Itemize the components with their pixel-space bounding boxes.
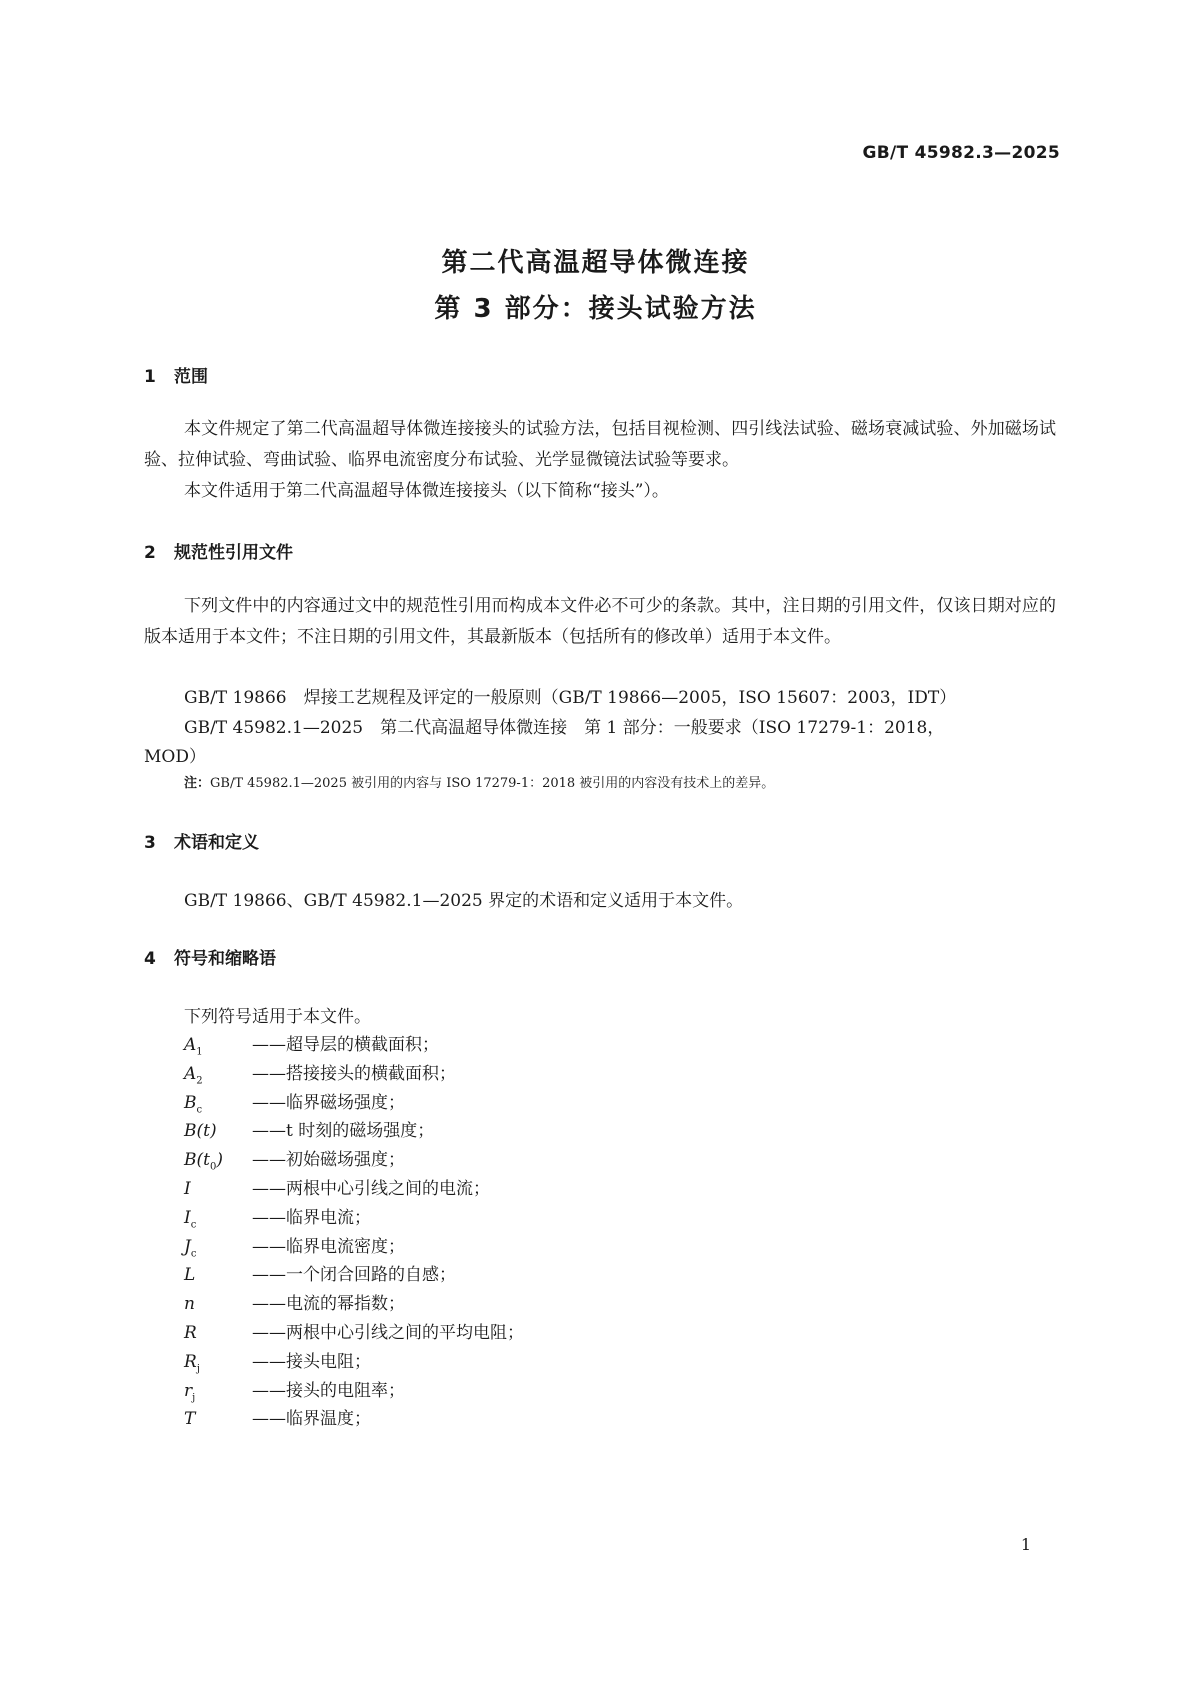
symbol-base: T [184,1409,196,1430]
paragraph: 本文件规定了第二代高温超导体微连接接头的试验方法，包括目视检测、四引线法试验、磁场衰减试验、外加磁场试验、拉伸试验、弯曲试验、临界电流密度分布试验、光学显微镜法试验等要求。 [144,419,1056,470]
note-label: 注： [184,776,211,791]
symbol-base: n [184,1294,195,1315]
page-number: 1 [1020,1535,1031,1554]
note [184,772,774,791]
symbol-row [184,1088,405,1116]
paragraph: 下列符号适用于本文件。 [184,1007,371,1027]
paragraph: 本文件适用于第二代高温超导体微连接接头（以下简称“接头”）。 [184,481,669,501]
symbol-row [184,1116,434,1144]
symbol [184,1179,252,1199]
symbol-base: B(t [184,1150,210,1171]
symbol [184,1035,252,1057]
symbol-description: ——两根中心引线之间的平均电阻； [252,1323,524,1343]
symbol-base: I [184,1207,191,1228]
symbol [184,1294,252,1314]
section-number: 3 [144,833,156,853]
symbol-description: ——一个闭合回路的自感； [252,1265,456,1286]
symbol [184,1237,252,1259]
section-heading-symbols [144,944,276,969]
symbol-row [184,1059,456,1087]
section-title: 范围 [174,367,208,387]
symbol [184,1323,252,1343]
reference-item-cont: MOD） [144,747,206,767]
symbol-row [184,1174,490,1202]
symbol-row [184,1289,405,1317]
symbol-row [184,1203,371,1231]
symbol-tail: ) [216,1150,223,1171]
symbol-base: A [184,1035,197,1055]
symbol-base: R [184,1351,197,1372]
symbol-description: ——临界温度； [252,1409,371,1430]
section-number: 1 [144,367,156,387]
standard-code: GB/T 45982.3—2025 [862,143,1060,163]
symbol-subscript: 2 [196,1075,203,1087]
symbol [184,1381,252,1403]
symbol-description: ——初始磁场强度； [252,1150,405,1171]
symbol-base: B(t) [184,1121,217,1142]
symbol [184,1265,252,1285]
symbol-base: A [184,1063,197,1084]
symbol-row [184,1318,524,1346]
section-heading-scope [144,362,208,387]
symbol [184,1409,252,1429]
symbol-row [184,1232,405,1260]
document-subtitle: 第 3 部分：接头试验方法 [434,294,757,324]
symbol-base: I [184,1179,191,1199]
symbol-description: ——超导层的横截面积； [252,1035,439,1055]
symbol-subscript: 1 [196,1046,203,1058]
symbol-row [184,1145,405,1173]
symbol [184,1093,252,1115]
symbol-row [184,1260,456,1288]
symbol-subscript: 0 [209,1161,217,1173]
section-number: 2 [144,543,156,563]
symbol-description: ——接头的电阻率； [252,1380,405,1401]
symbol-base: B [184,1092,197,1113]
reference-item: GB/T 19866 焊接工艺规程及评定的一般原则（GB/T 19866—2005，ISO 15607：2003，IDT） [184,688,957,708]
symbol-description: ——临界电流密度； [252,1236,405,1257]
reference-item: GB/T 45982.1—2025 第二代高温超导体微连接 第 1 部分：一般要求（ISO 17279-1：2018， [184,718,945,738]
symbol-description: ——接头电阻； [252,1351,371,1372]
symbol-row [184,1030,439,1058]
symbol-description: ——t 时刻的磁场强度； [252,1121,435,1142]
section-heading-terms [144,828,259,853]
section-title: 符号和缩略语 [174,949,276,969]
document-title: 第二代高温超导体微连接 [441,248,750,278]
symbol-base: J [184,1236,191,1257]
symbol-subscript: c [196,1103,203,1115]
symbol [184,1121,252,1141]
symbol-subscript: c [190,1219,197,1231]
symbol-row [184,1347,371,1375]
symbol-description: ——临界磁场强度； [252,1092,405,1113]
symbol-base: R [184,1323,197,1343]
symbol-subscript: j [192,1391,196,1403]
section-heading-normative-references [144,538,293,563]
symbol-subscript: j [196,1363,200,1375]
section-title: 术语和定义 [174,833,259,853]
symbol-base: r [184,1380,193,1401]
symbol-base: L [184,1265,196,1286]
symbol-description: ——临界电流； [252,1207,371,1228]
symbol-subscript: c [190,1247,197,1259]
section-number: 4 [144,949,156,969]
symbol-row [184,1404,371,1432]
symbol [184,1064,252,1086]
symbol-description: ——搭接接头的横截面积； [252,1063,456,1084]
note-text: GB/T 45982.1—2025 被引用的内容与 ISO 17279-1：2018 被引用的内容没有技术上的差异。 [210,776,775,791]
paragraph: GB/T 19866、GB/T 45982.1—2025 界定的术语和定义适用于本文件。 [184,891,744,911]
section-title: 规范性引用文件 [174,543,293,563]
symbol-description: ——电流的幂指数； [252,1294,405,1315]
symbol [184,1208,252,1230]
symbol [184,1352,252,1374]
paragraph: 下列文件中的内容通过文中的规范性引用而构成本文件必不可少的条款。其中，注日期的引用文件，仅该日期对应的版本适用于本文件；不注日期的引用文件，其最新版本（包括所有的修改单）适用于本文件。 [144,596,1056,647]
symbol-description: ——两根中心引线之间的电流； [252,1179,490,1199]
symbol [184,1150,252,1172]
symbol-row [184,1376,405,1404]
